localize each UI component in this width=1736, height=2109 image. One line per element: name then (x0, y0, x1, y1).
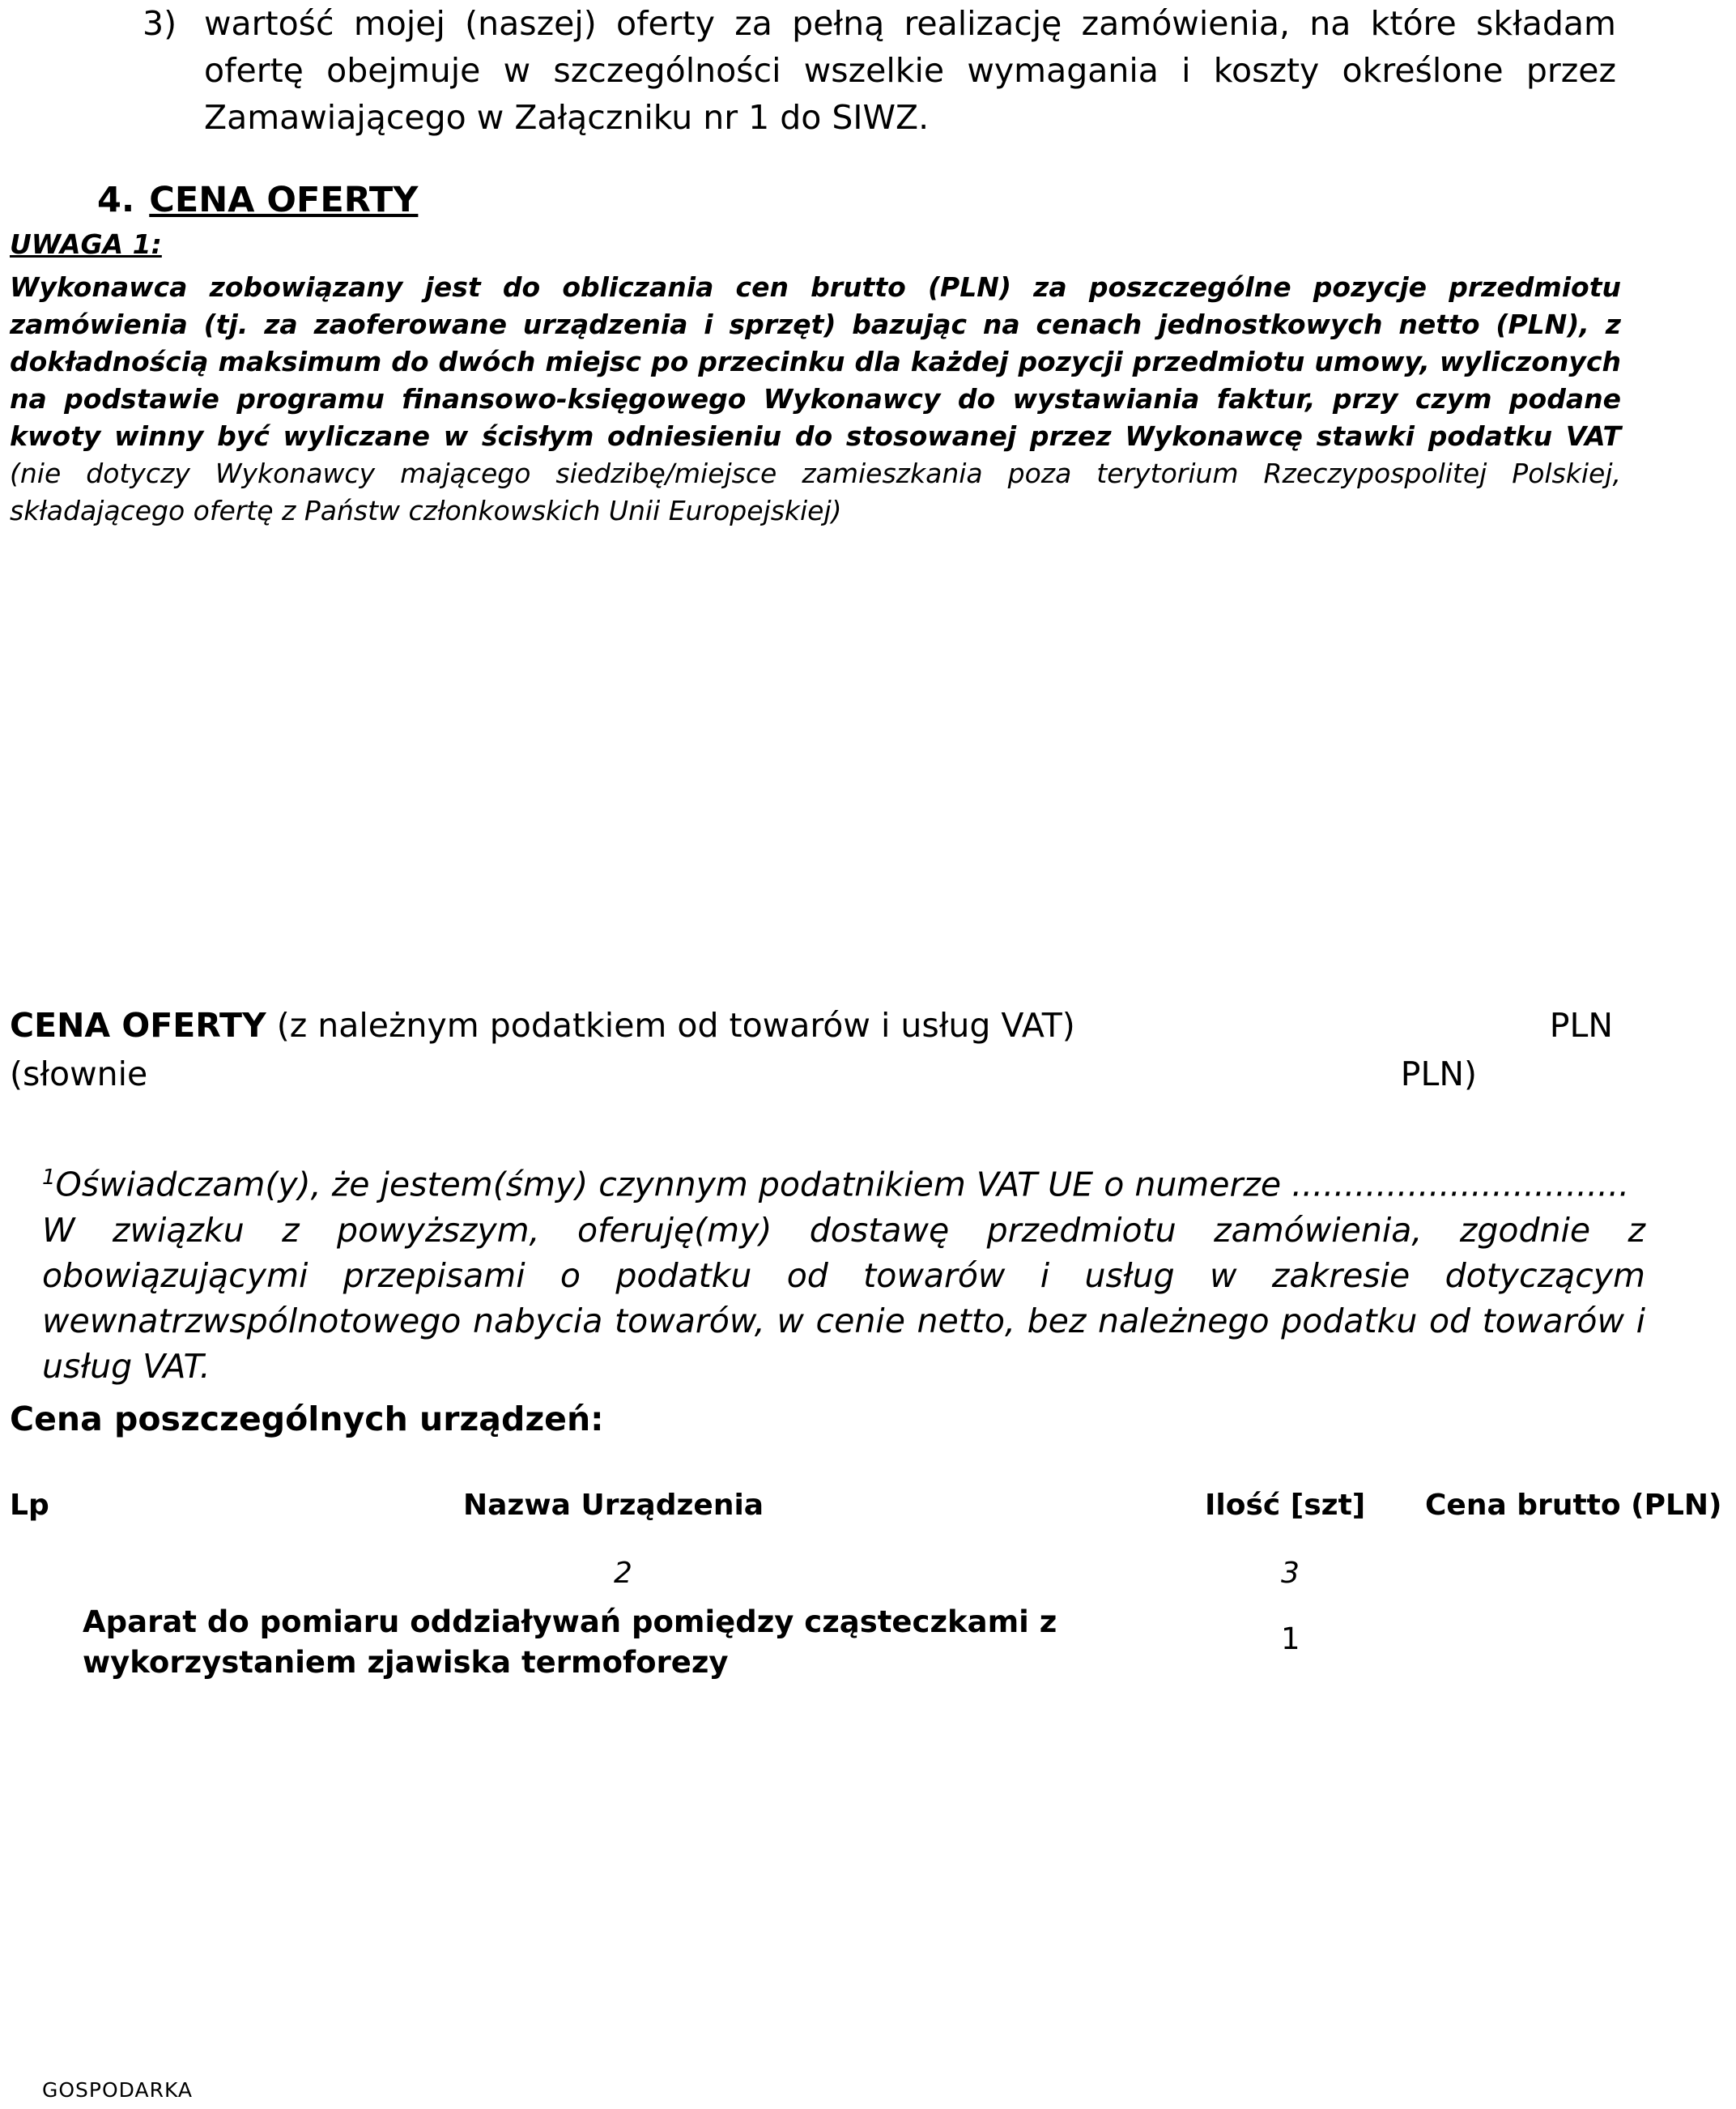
price-description: (z należnym podatkiem od towarów i usług VAT) (266, 1006, 1075, 1045)
point-3-text: wartość mojej (naszej) oferty za pełną realizację zamówienia, na które składam ofertę obejmuje w szczególności wszelkie wymagania i koszty określone przez Zamawiającego w Załączniku nr 1 do SIWZ. (204, 4, 1616, 137)
note-paragraph (10, 269, 1621, 530)
point-3 (143, 0, 1616, 141)
note-heading: UWAGA 1: (10, 228, 162, 260)
column-number-2: 2 (614, 1557, 632, 1590)
note-italic-text: (nie dotyczy Wykonawcy mającego siedzibę/miejsce zamieszkania poza terytorium Rzeczypospolitej Polskiej, składającego ofertę z Państw członkowskich Unii Europejskiej) (10, 458, 1621, 526)
column-header-lp: Lp (10, 1489, 49, 1522)
column-number-3: 3 (1281, 1557, 1300, 1590)
vat-declaration-text: Oświadczam(y), że jestem(śmy) czynnym podatnikiem VAT UE o numerze ................................ (55, 1165, 1630, 1204)
price-line (10, 1003, 1613, 1048)
section-heading (97, 180, 418, 220)
section-number: 4. (97, 180, 135, 220)
footer-text: GOSPODARKA (42, 2078, 194, 2102)
table-row-device-name: Aparat do pomiaru oddziaływań pomiędzy cząsteczkami z wykorzystaniem zjawiska termoforezy (83, 1604, 1057, 1680)
column-header-name: Nazwa Urządzenia (463, 1489, 764, 1522)
section-title: CENA OFERTY (149, 180, 419, 220)
price-in-words-line (10, 1051, 1477, 1097)
devices-heading: Cena poszczególnych urządzeń: (10, 1400, 604, 1438)
price-in-words-currency: PLN) (1400, 1054, 1477, 1093)
price-label: CENA OFERTY (10, 1006, 266, 1045)
point-3-number: 3) (143, 4, 177, 43)
footnote-mark: 1 (42, 1165, 56, 1190)
vat-declaration-body: W związku z powyższym, oferuję(my) dostawę przedmiotu zamówienia, zgodnie z obowiązującymi przepisami o podatku od towarów i usług w zakresie dotyczącym wewnatrzwspólnotowego nabycia towarów, w cenie netto, bez należnego podatku od towarów i usług VAT. (42, 1210, 1645, 1386)
column-header-qty: Ilość [szt] (1205, 1489, 1366, 1522)
note-bold-text: Wykonawca zobowiązany jest do obliczania cen brutto (PLN) za poszczególne pozycje przedmiotu zamówienia (tj. za zaoferowane urządzenia i sprzęt) bazując na cenach jednostkowych netto (PLN), z dokładnością maksimum do dwóch miejsc po przecinku dla każdej pozycji przedmiotu umowy, wyliczonych na podstawie programu finansowo-księgowego Wykonawcy do wystawiania faktur, przy czym podane kwoty winny być wyliczane w ścisłym odniesieniu do stosowanej przez Wykonawcę stawki podatku VAT (10, 271, 1621, 452)
table-row-device-qty: 1 (1281, 1621, 1300, 1656)
vat-declaration (42, 1155, 1645, 1389)
vat-declaration-first-line (42, 1155, 1645, 1208)
price-currency: PLN (1549, 1006, 1613, 1045)
price-in-words-label: (słownie (10, 1054, 148, 1093)
column-header-price: Cena brutto (PLN) (1425, 1489, 1722, 1522)
